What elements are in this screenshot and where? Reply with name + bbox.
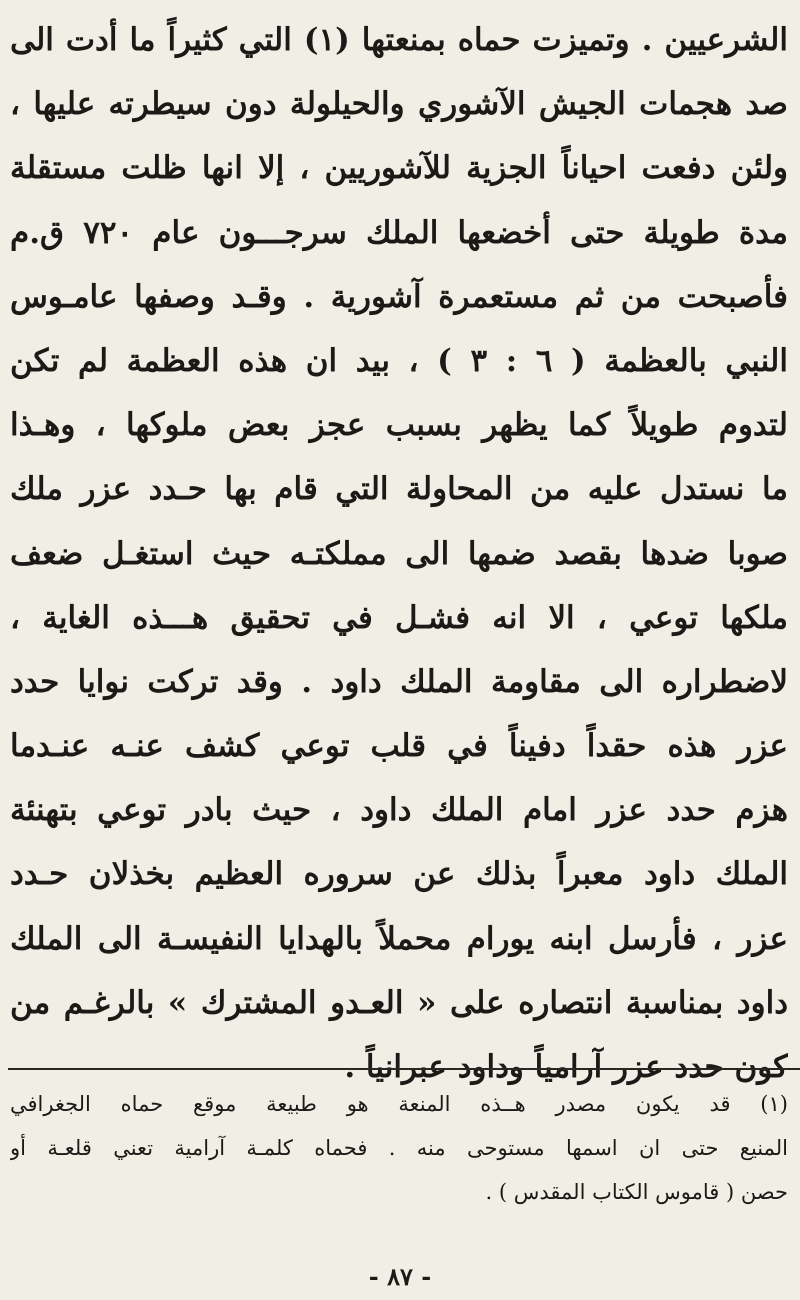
footnote-divider: [8, 1068, 800, 1070]
body-line-10: ملكها توعي ، الا انه فشـل في تحقيق هـــذه الغاية ،: [10, 599, 788, 636]
body-line-8: ما نستدل عليه من المحاولة التي قام بها حـدد عزر ملك: [10, 471, 788, 508]
body-line-13: هزم حدد عزر امام الملك داود ، حيث بادر توعي بتهنئة: [10, 792, 788, 829]
body-line-3: ولئن دفعت احياناً الجزية للآشوريين ، إلا انها ظلت مستقلة: [10, 150, 788, 187]
body-line-16: داود بمناسبة انتصاره على « العـدو المشترك » بالرغـم من: [10, 984, 788, 1021]
body-text: [10, 8, 788, 1099]
body-line-12: عزر هذه حقداً دفيناً في قلب توعي كشف عنـه عنـدما: [10, 728, 788, 765]
footnote-line-3: حصن ( قاموس الكتاب المقدس ) .: [485, 1180, 788, 1204]
body-line-5: فأصبحت من ثم مستعمرة آشورية . وقـد وصفها عامـوس: [10, 278, 788, 315]
body-line-2: صد هجمات الجيش الآشوري والحيلولة دون سيطرته عليها ،: [10, 86, 788, 123]
body-line-11: لاضطراره الى مقاومة الملك داود . وقد تركت نوايا حدد: [10, 663, 788, 700]
page-number: - ٨٧ -: [368, 1262, 432, 1291]
footnote-line-2: المنيع حتى ان اسمها مستوحى منه . فحماه كلمـة آرامية تعني قلعـة أو: [10, 1136, 788, 1160]
body-line-14: الملك داود معبراً بذلك عن سروره العظيم بخذلان حـدد: [10, 856, 788, 893]
footnote-line-1: (١) قد يكون مصدر هــذه المنعة هو طبيعة موقع حماه الجغرافي: [10, 1092, 788, 1116]
body-line-6: النبي بالعظمة ( ٦ : ٣ ) ، بيد ان هذه العظمة لم تكن: [10, 342, 788, 379]
body-line-17: كون حدد عزر آرامياً وداود عبرانياً .: [344, 1049, 788, 1085]
body-line-1: الشرعيين . وتميزت حماه بمنعتها (١) التي كثيراً ما أدت الى: [10, 22, 788, 58]
body-line-15: عزر ، فأرسل ابنه يورام محملاً بالهدايا النفيسـة الى الملك: [10, 920, 788, 957]
body-line-4: مدة طويلة حتى أخضعها الملك سرجـــون عام ٧٢٠ ق.م: [10, 214, 788, 251]
body-line-7: لتدوم طويلاً كما يظهر بسبب عجز بعض ملوكها ، وهـذا: [10, 407, 788, 444]
footnote: [10, 1082, 788, 1214]
body-line-9: صوبا ضدها بقصد ضمها الى مملكتـه حيث استغـل ضعف: [10, 535, 788, 572]
